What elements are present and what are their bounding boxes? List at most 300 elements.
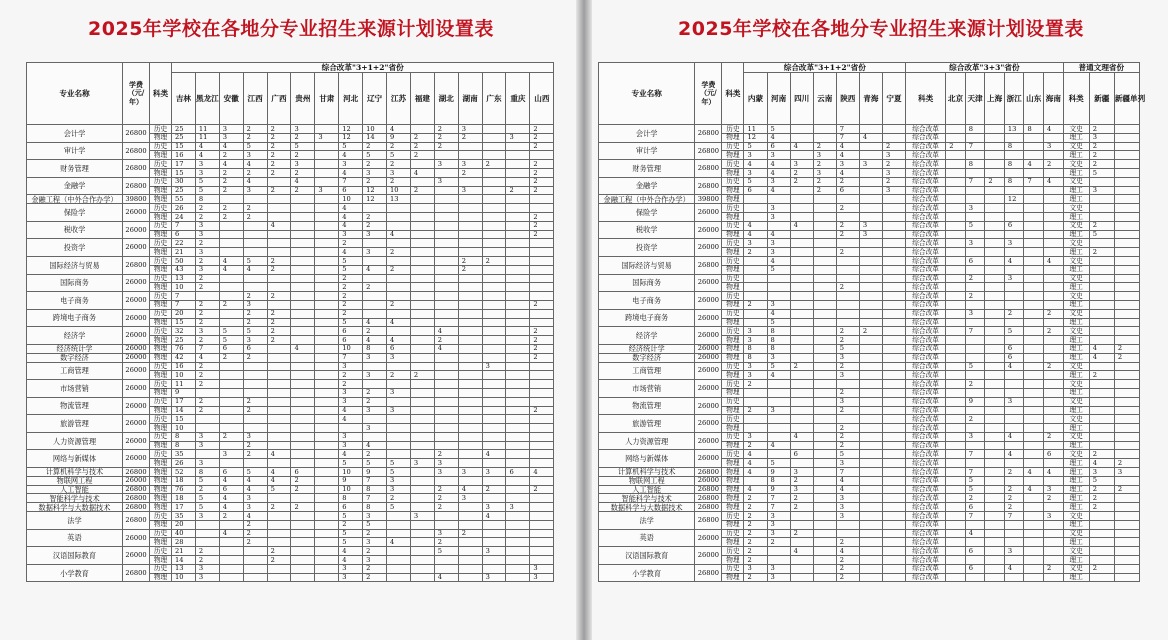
tuition-fee: 26000 — [695, 292, 722, 310]
quota-cell — [506, 406, 530, 415]
tuition-fee: 26000 — [695, 221, 722, 239]
quota-cell — [506, 556, 530, 565]
quota-cell — [813, 432, 836, 441]
quota-cell: 3 — [1089, 468, 1114, 477]
quota-cell: 2 — [387, 300, 411, 309]
quota-cell: 4 — [339, 547, 363, 556]
quota-cell — [530, 151, 554, 160]
quota-cell — [458, 547, 482, 556]
quota-cell: 2 — [530, 125, 554, 134]
table-row — [27, 397, 554, 406]
quota-cell: 2 — [1044, 564, 1064, 573]
quota-cell: 2 — [434, 133, 458, 142]
quota-cell: 2 — [219, 353, 243, 362]
subject-type: 历史 — [150, 380, 172, 389]
quota-cell — [530, 362, 554, 371]
quota-cell — [946, 160, 966, 169]
quota-cell: 3 — [243, 336, 267, 345]
quota-cell — [1114, 318, 1139, 327]
quota-cell — [243, 556, 267, 565]
quota-cell: 2 — [219, 300, 243, 309]
quota-cell — [1024, 450, 1044, 459]
subject-type: 理工 — [1063, 406, 1089, 415]
quota-cell: 4 — [859, 133, 882, 142]
quota-cell — [458, 353, 482, 362]
quota-cell — [267, 512, 291, 521]
quota-cell — [744, 318, 767, 327]
quota-cell — [1024, 538, 1044, 547]
quota-cell — [315, 212, 339, 221]
quota-cell: 3 — [315, 133, 339, 142]
subject-type: 物理 — [722, 212, 744, 221]
quota-cell — [744, 292, 767, 301]
quota-cell: 2 — [410, 371, 434, 380]
quota-cell: 4 — [767, 168, 790, 177]
subject-type: 历史 — [150, 432, 172, 441]
quota-cell — [410, 573, 434, 582]
subject-type: 历史 — [722, 529, 744, 538]
quota-cell — [1004, 406, 1024, 415]
quota-cell: 5 — [767, 265, 790, 274]
quota-cell — [387, 547, 411, 556]
quota-cell: 5 — [387, 468, 411, 477]
quota-cell: 8 — [744, 353, 767, 362]
quota-cell — [315, 494, 339, 503]
quota-cell: 18 — [172, 494, 196, 503]
quota-cell: 12 — [744, 133, 767, 142]
quota-cell — [458, 397, 482, 406]
quota-cell: 15 — [172, 415, 196, 424]
quota-cell — [1044, 503, 1064, 512]
quota-cell: 12 — [363, 186, 387, 195]
quota-cell — [506, 450, 530, 459]
quota-cell — [506, 327, 530, 336]
quota-cell — [946, 538, 966, 547]
quota-cell — [291, 564, 315, 573]
subject-type: 物理 — [150, 388, 172, 397]
quota-cell: 2 — [965, 292, 985, 301]
quota-cell — [267, 397, 291, 406]
quota-cell — [458, 450, 482, 459]
subject-type: 物理 — [722, 151, 744, 160]
quota-cell — [315, 230, 339, 239]
major-name: 人力资源管理 — [599, 432, 695, 450]
quota-cell — [243, 380, 267, 389]
quota-cell: 2 — [291, 168, 315, 177]
quota-cell — [1044, 476, 1064, 485]
quota-cell — [1024, 239, 1044, 248]
quota-cell — [882, 494, 905, 503]
quota-cell — [315, 415, 339, 424]
quota-cell: 2 — [790, 503, 813, 512]
quota-cell: 2 — [530, 212, 554, 221]
quota-cell — [859, 503, 882, 512]
subject-type: 历史 — [150, 564, 172, 573]
quota-cell — [859, 256, 882, 265]
quota-cell — [1004, 415, 1024, 424]
major-name: 数据科学与大数据技术 — [599, 503, 695, 512]
quota-cell — [985, 432, 1005, 441]
major-name: 法学 — [599, 512, 695, 530]
quota-cell — [434, 520, 458, 529]
quota-cell: 2 — [243, 168, 267, 177]
subject-type: 综合改革 — [906, 344, 946, 353]
quota-cell: 3 — [387, 406, 411, 415]
quota-cell: 3 — [767, 248, 790, 257]
quota-cell — [1004, 186, 1024, 195]
quota-cell — [946, 512, 966, 521]
quota-cell: 2 — [219, 432, 243, 441]
major-name: 物流管理 — [27, 397, 123, 415]
quota-cell — [267, 520, 291, 529]
subject-type: 理工 — [1063, 195, 1089, 204]
header-subject: 科类 — [150, 63, 172, 125]
quota-cell: 8 — [767, 344, 790, 353]
quota-cell: 2 — [482, 256, 506, 265]
quota-cell — [506, 564, 530, 573]
quota-cell — [1114, 160, 1139, 169]
quota-cell — [882, 512, 905, 521]
quota-cell: 2 — [195, 283, 219, 292]
table-row — [27, 450, 554, 459]
right-plan-table — [598, 62, 1146, 582]
quota-cell: 2 — [339, 309, 363, 318]
quota-cell: 2 — [387, 142, 411, 151]
quota-cell — [506, 168, 530, 177]
quota-cell — [1044, 283, 1064, 292]
quota-cell — [813, 239, 836, 248]
quota-cell — [219, 380, 243, 389]
quota-cell: 4 — [339, 556, 363, 565]
quota-cell — [267, 230, 291, 239]
quota-cell — [882, 239, 905, 248]
quota-cell: 4 — [219, 265, 243, 274]
quota-cell: 4 — [767, 441, 790, 450]
quota-cell — [813, 538, 836, 547]
subject-type: 物理 — [150, 459, 172, 468]
quota-cell — [767, 397, 790, 406]
quota-cell: 2 — [1089, 371, 1114, 380]
quota-cell: 2 — [267, 186, 291, 195]
quota-cell: 7 — [172, 300, 196, 309]
subject-type: 理工 — [1063, 230, 1089, 239]
tuition-fee: 26000 — [695, 476, 722, 485]
quota-cell — [946, 177, 966, 186]
table-row — [599, 256, 1140, 265]
quota-cell: 3 — [882, 151, 905, 160]
quota-cell — [813, 309, 836, 318]
quota-cell — [267, 195, 291, 204]
quota-cell — [1114, 388, 1139, 397]
quota-cell: 5 — [195, 476, 219, 485]
quota-cell: 2 — [882, 177, 905, 186]
quota-cell — [882, 529, 905, 538]
quota-cell: 2 — [530, 133, 554, 142]
right-page — [586, 0, 1168, 640]
quota-cell — [859, 450, 882, 459]
quota-cell — [387, 556, 411, 565]
quota-cell — [1004, 151, 1024, 160]
quota-cell — [434, 388, 458, 397]
quota-cell — [882, 133, 905, 142]
quota-cell: 3 — [506, 133, 530, 142]
quota-cell — [744, 212, 767, 221]
tuition-fee: 26800 — [123, 125, 150, 143]
quota-cell: 6 — [767, 142, 790, 151]
quota-cell — [315, 388, 339, 397]
quota-cell — [985, 512, 1005, 521]
subject-type: 物理 — [722, 556, 744, 565]
quota-cell — [458, 415, 482, 424]
quota-cell — [882, 468, 905, 477]
quota-cell: 7 — [363, 494, 387, 503]
quota-cell — [813, 529, 836, 538]
subject-type: 理工 — [1063, 151, 1089, 160]
quota-cell — [1024, 459, 1044, 468]
quota-cell — [1089, 547, 1114, 556]
quota-cell — [291, 336, 315, 345]
quota-cell: 5 — [836, 344, 859, 353]
quota-cell: 2 — [813, 177, 836, 186]
quota-cell — [946, 230, 966, 239]
quota-cell — [767, 380, 790, 389]
quota-cell — [458, 538, 482, 547]
subject-type: 综合改革 — [906, 248, 946, 257]
quota-cell — [410, 397, 434, 406]
quota-cell: 5 — [243, 468, 267, 477]
quota-cell — [458, 221, 482, 230]
subject-type: 理工 — [1063, 344, 1089, 353]
quota-cell — [882, 362, 905, 371]
quota-cell — [965, 388, 985, 397]
quota-cell: 3 — [458, 125, 482, 134]
quota-cell — [195, 529, 219, 538]
quota-cell: 3 — [195, 573, 219, 582]
quota-cell — [387, 415, 411, 424]
quota-cell — [859, 344, 882, 353]
quota-cell — [195, 415, 219, 424]
quota-cell — [1089, 432, 1114, 441]
quota-cell — [1114, 441, 1139, 450]
quota-cell: 4 — [243, 265, 267, 274]
quota-cell: 2 — [744, 300, 767, 309]
quota-cell: 4 — [267, 468, 291, 477]
quota-cell: 7 — [965, 142, 985, 151]
quota-cell: 3 — [530, 573, 554, 582]
quota-cell: 6 — [339, 186, 363, 195]
subject-type: 历史 — [150, 547, 172, 556]
quota-cell: 3 — [836, 353, 859, 362]
quota-cell — [363, 380, 387, 389]
quota-cell: 15 — [172, 318, 196, 327]
subject-type: 历史 — [150, 327, 172, 336]
table-row — [27, 529, 554, 538]
quota-cell: 4 — [1024, 160, 1044, 169]
quota-cell: 2 — [387, 160, 411, 169]
quota-cell: 16 — [172, 151, 196, 160]
quota-cell: 5 — [965, 476, 985, 485]
quota-cell — [530, 494, 554, 503]
quota-cell — [410, 204, 434, 213]
quota-cell: 2 — [195, 239, 219, 248]
quota-cell — [882, 397, 905, 406]
major-name: 国际经济与贸易 — [27, 256, 123, 274]
quota-cell: 13 — [1004, 125, 1024, 134]
quota-cell: 3 — [458, 468, 482, 477]
quota-cell — [859, 424, 882, 433]
major-name: 小学教育 — [27, 564, 123, 582]
quota-cell — [985, 186, 1005, 195]
quota-cell: 2 — [458, 168, 482, 177]
quota-cell — [410, 300, 434, 309]
major-name: 物联网工程 — [599, 476, 695, 485]
quota-cell — [1114, 239, 1139, 248]
quota-cell — [1089, 538, 1114, 547]
subject-type: 物理 — [150, 186, 172, 195]
quota-cell — [506, 300, 530, 309]
quota-cell — [315, 160, 339, 169]
quota-cell: 3 — [363, 230, 387, 239]
quota-cell — [506, 344, 530, 353]
quota-cell — [985, 133, 1005, 142]
quota-cell: 2 — [219, 212, 243, 221]
quota-cell — [813, 336, 836, 345]
quota-cell — [291, 406, 315, 415]
quota-cell: 2 — [195, 204, 219, 213]
quota-cell: 4 — [387, 318, 411, 327]
province-header: 海南 — [1044, 73, 1064, 125]
quota-cell: 4 — [219, 476, 243, 485]
quota-cell — [813, 468, 836, 477]
quota-cell — [882, 520, 905, 529]
quota-cell — [482, 168, 506, 177]
quota-cell — [219, 195, 243, 204]
quota-cell — [790, 274, 813, 283]
quota-cell: 3 — [482, 362, 506, 371]
quota-cell — [1089, 239, 1114, 248]
quota-cell: 5 — [434, 547, 458, 556]
quota-cell — [985, 125, 1005, 134]
table-row — [27, 503, 554, 512]
quota-cell — [410, 362, 434, 371]
table-row — [27, 353, 554, 362]
quota-cell — [482, 459, 506, 468]
quota-cell — [315, 476, 339, 485]
quota-cell — [946, 133, 966, 142]
quota-cell — [267, 424, 291, 433]
quota-cell: 2 — [267, 309, 291, 318]
quota-cell — [767, 450, 790, 459]
quota-cell: 28 — [172, 538, 196, 547]
quota-cell: 3 — [195, 327, 219, 336]
quota-cell — [458, 380, 482, 389]
quota-cell: 4 — [530, 468, 554, 477]
quota-cell — [291, 529, 315, 538]
quota-cell — [882, 450, 905, 459]
quota-cell — [434, 239, 458, 248]
quota-cell — [243, 230, 267, 239]
quota-cell: 6 — [506, 468, 530, 477]
quota-cell: 2 — [744, 520, 767, 529]
quota-cell — [859, 538, 882, 547]
subject-type: 物理 — [722, 520, 744, 529]
quota-cell: 4 — [387, 538, 411, 547]
quota-cell — [1089, 424, 1114, 433]
quota-cell: 3 — [363, 406, 387, 415]
subject-header: 科类 — [1063, 73, 1089, 125]
quota-cell: 3 — [363, 512, 387, 521]
quota-cell: 2 — [387, 265, 411, 274]
quota-cell — [882, 309, 905, 318]
quota-cell — [985, 327, 1005, 336]
quota-cell: 3 — [965, 309, 985, 318]
quota-cell — [410, 380, 434, 389]
quota-cell: 4 — [219, 142, 243, 151]
subject-type: 物理 — [722, 371, 744, 380]
quota-cell — [267, 573, 291, 582]
major-name: 电子商务 — [27, 292, 123, 310]
major-name: 汉语国际教育 — [599, 547, 695, 565]
subject-type: 理工 — [1063, 318, 1089, 327]
quota-cell: 2 — [363, 573, 387, 582]
quota-cell: 3 — [744, 564, 767, 573]
subject-type: 综合改革 — [906, 468, 946, 477]
quota-cell — [410, 344, 434, 353]
quota-cell — [458, 512, 482, 521]
quota-cell — [291, 239, 315, 248]
quota-cell: 4 — [767, 371, 790, 380]
tuition-fee: 26800 — [123, 494, 150, 503]
quota-cell: 2 — [434, 503, 458, 512]
quota-cell: 4 — [744, 459, 767, 468]
quota-cell — [946, 388, 966, 397]
quota-cell: 10 — [172, 573, 196, 582]
quota-cell — [434, 371, 458, 380]
subject-type: 综合改革 — [906, 292, 946, 301]
table-row — [599, 397, 1140, 406]
quota-cell: 2 — [1044, 160, 1064, 169]
quota-cell — [946, 547, 966, 556]
quota-cell — [985, 168, 1005, 177]
quota-cell — [315, 221, 339, 230]
quota-cell — [530, 476, 554, 485]
subject-type: 历史 — [150, 274, 172, 283]
major-name: 金融学 — [599, 177, 695, 195]
subject-type: 综合改革 — [906, 274, 946, 283]
quota-cell — [859, 380, 882, 389]
tuition-fee: 26000 — [123, 380, 150, 398]
quota-cell: 3 — [1044, 512, 1064, 521]
quota-cell — [946, 248, 966, 257]
quota-cell: 2 — [744, 556, 767, 565]
quota-cell: 21 — [172, 547, 196, 556]
quota-cell — [1004, 538, 1024, 547]
subject-type: 综合改革 — [906, 371, 946, 380]
quota-cell — [1024, 397, 1044, 406]
quota-cell — [1044, 520, 1064, 529]
subject-type: 历史 — [722, 274, 744, 283]
subject-type: 文史 — [1063, 160, 1089, 169]
quota-cell: 5 — [965, 362, 985, 371]
quota-cell — [506, 336, 530, 345]
quota-cell — [965, 283, 985, 292]
quota-cell — [1044, 371, 1064, 380]
quota-cell: 52 — [172, 468, 196, 477]
quota-cell: 2 — [530, 177, 554, 186]
quota-cell: 4 — [1089, 353, 1114, 362]
quota-cell: 3 — [195, 432, 219, 441]
quota-cell — [813, 406, 836, 415]
